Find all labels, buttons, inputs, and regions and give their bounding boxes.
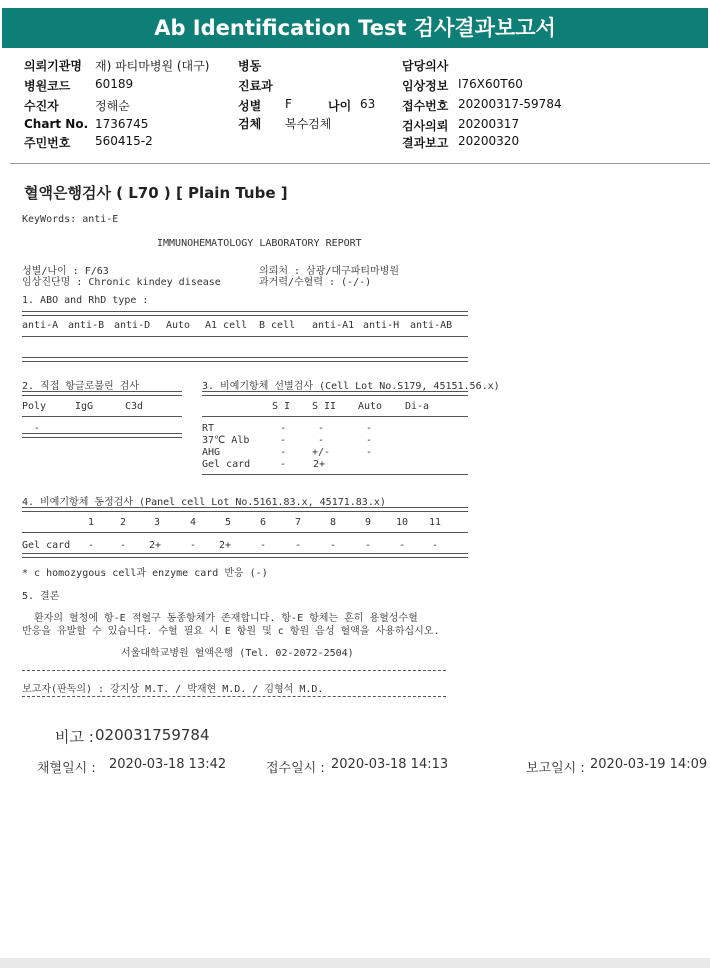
hdr-clinical-label: 임상정보: [402, 79, 449, 93]
hdr-institution-label: 의뢰기관명: [24, 59, 82, 73]
sec4-rule-bottom: [22, 553, 468, 558]
page-title: Ab Identification Test 검사결과보고서: [154, 16, 556, 40]
sec5-title: 5. 결론: [22, 591, 60, 602]
sec3-rt-auto: -: [366, 423, 373, 434]
hospital-line: 서울대학교병원 혈액은행 (Tel. 02-2072-2504): [121, 648, 354, 659]
sec5-line1: 환자의 혈청에 항-E 적혈구 동종항체가 존재합니다. 항-E 항체는 흔히 용혈성수혈: [34, 613, 418, 624]
sec1-col-anti-h: anti-H: [363, 320, 400, 331]
sec3-rt-s1: -: [280, 423, 287, 434]
sec3-col-s1: S I: [272, 401, 291, 412]
sec3-37alb-auto: -: [366, 435, 373, 446]
sec4-col-5: 5: [225, 517, 232, 528]
sec4-col-7: 7: [295, 517, 302, 528]
hdr-resident-value: 560415-2: [95, 134, 153, 148]
sec2-rule-top: [22, 391, 182, 396]
sec3-title: 3. 비예기항체 선별검사 (Cell Lot No.S179, 45151.56.x): [202, 381, 500, 392]
header-divider: [10, 163, 710, 164]
remark-value: 020031759784: [95, 726, 210, 744]
sec1-col-anti-ab: anti-AB: [410, 320, 453, 331]
sec4-note: * c homozygous cell과 enzyme card 반응 (-): [22, 568, 268, 579]
receive-label: 접수일시 :: [266, 761, 325, 776]
sec4-col-6: 6: [260, 517, 267, 528]
sec4-col-4: 4: [190, 517, 197, 528]
hdr-request-value: 20200317: [458, 117, 520, 131]
hdr-hospital-code-label: 병원코드: [24, 79, 71, 93]
sec1-col-anti-b: anti-B: [68, 320, 105, 331]
receive-value: 2020-03-18 14:13: [331, 757, 449, 772]
sec3-37alb-s2: -: [318, 435, 325, 446]
sec2-col-c3d: C3d: [125, 401, 144, 412]
sec2-value: -: [34, 423, 41, 434]
sec3-37alb-s1: -: [280, 435, 287, 446]
hdr-clinical-value: I76X60T60: [458, 77, 523, 91]
sec1-col-b-cell: B cell: [259, 320, 296, 331]
report-label: 보고일시 :: [526, 761, 585, 776]
sec2-col-poly: Poly: [22, 401, 47, 412]
sec3-gel-s2: 2+: [313, 459, 326, 470]
sec4-col-10: 10: [396, 517, 409, 528]
hdr-resident-label: 주민번호: [24, 136, 71, 150]
sec4-val-7: -: [295, 540, 302, 551]
hdr-doctor-label: 담당의사: [402, 59, 449, 73]
sec4-val-4: -: [190, 540, 197, 551]
hdr-patient-value: 정해순: [95, 99, 130, 113]
hdr-institution-value: 재) 파티마병원 (대구): [95, 59, 210, 73]
sec3-rule-top: [202, 391, 468, 396]
hdr-accession-label: 접수번호: [402, 99, 449, 113]
sec1-rule-top: [22, 311, 468, 316]
sec4-col-1: 1: [88, 517, 95, 528]
sec4-col-9: 9: [365, 517, 372, 528]
report-value: 2020-03-19 14:09: [590, 757, 708, 772]
sec4-rule-top: [22, 507, 468, 512]
sec1-col-anti-a: anti-A: [22, 320, 59, 331]
sec3-row-ahg: AHG: [202, 447, 221, 458]
sec2-rule-mid: [22, 416, 182, 417]
hdr-dept-label: 진료과: [238, 79, 273, 93]
sec1-title: 1. ABO and RhD type :: [22, 295, 149, 306]
sec3-ahg-auto: -: [366, 447, 373, 458]
title-bar: [0, 0, 710, 49]
hdr-sex-label: 성별: [238, 99, 262, 113]
sec3-ahg-s1: -: [280, 447, 287, 458]
sex-age: 성별/나이 : F/63: [22, 266, 109, 277]
collect-label: 채혈일시 :: [37, 761, 96, 776]
sec4-val-2: -: [120, 540, 127, 551]
hdr-accession-value: 20200317-59784: [458, 97, 562, 111]
sec4-col-8: 8: [330, 517, 337, 528]
sec4-val-6: -: [260, 540, 267, 551]
sec4-val-1: -: [88, 540, 95, 551]
sec2-rule-bottom: [22, 433, 182, 438]
sec3-rt-s2: -: [318, 423, 325, 434]
sec4-title: 4. 비예기항체 동정검사 (Panel cell Lot No.5161.83.x, 45171.83.x): [22, 497, 386, 508]
sec4-col-3: 3: [154, 517, 161, 528]
remark-label: 비고 :: [55, 728, 94, 746]
sec1-col-anti-a1: anti-A1: [312, 320, 355, 331]
sec1-col-auto: Auto: [166, 320, 191, 331]
collect-value: 2020-03-18 13:42: [109, 757, 227, 772]
sec5-line2: 반응을 유발할 수 있습니다. 수혈 필요 시 E 항원 및 c 항원 음성 혈액을 사용하십시오.: [22, 626, 440, 637]
hdr-chart-value: 1736745: [95, 117, 149, 131]
sec3-rule-bottom: [202, 474, 468, 475]
hdr-ward-label: 병동: [238, 59, 262, 73]
hdr-specimen-label: 검체: [238, 117, 262, 131]
lab-title: IMMUNOHEMATOLOGY LABORATORY REPORT: [157, 238, 362, 249]
hdr-result-value: 20200320: [458, 134, 520, 148]
sec4-val-9: -: [365, 540, 372, 551]
sec4-col-11: 11: [429, 517, 442, 528]
sec3-ahg-s2: +/-: [312, 447, 331, 458]
sig-rule-bottom: [22, 696, 446, 697]
sec3-col-di-a: Di-a: [405, 401, 430, 412]
referrer: 의뢰처 : 삼광/대구파티마병원: [259, 266, 400, 277]
sec4-rule-mid: [22, 532, 468, 533]
sec3-row-rt: RT: [202, 423, 215, 434]
sec4-val-3: 2+: [149, 540, 162, 551]
hdr-patient-label: 수진자: [24, 99, 59, 113]
bottom-bar: [0, 958, 710, 968]
sec1-rule-mid: [22, 336, 468, 337]
diagnosis: 임상진단명 : Chronic kindey disease: [22, 277, 221, 288]
hdr-specimen-value: 복수검체: [285, 117, 332, 131]
sec2-title: 2. 직접 항글로불린 검사: [22, 381, 140, 392]
sec4-val-10: -: [399, 540, 406, 551]
reporters: 보고자(판독의) : 강지상 M.T. / 박재현 M.D. / 김형석 M.D.: [22, 684, 324, 695]
keywords: KeyWords: anti-E: [22, 214, 119, 225]
sec4-val-11: -: [432, 540, 439, 551]
hdr-age-value: 63: [360, 97, 376, 111]
hdr-hospital-code-value: 60189: [95, 77, 134, 91]
sec2-col-igg: IgG: [75, 401, 94, 412]
sec4-val-5: 2+: [219, 540, 232, 551]
sec1-col-a1-cell: A1 cell: [205, 320, 248, 331]
sec3-rule-mid: [202, 416, 468, 417]
sec3-col-s2: S II: [312, 401, 337, 412]
sec4-col-2: 2: [120, 517, 127, 528]
report-heading: 혈액은행검사 ( L70 ) [ Plain Tube ]: [24, 184, 288, 202]
hdr-request-label: 검사의뢰: [402, 119, 449, 133]
sec3-row-gel: Gel card: [202, 459, 251, 470]
hdr-sex-value: F: [285, 97, 292, 111]
history: 과거력/수혈력 : (-/-): [259, 277, 372, 288]
hdr-age-label: 나이: [328, 99, 352, 113]
sec3-gel-s1: -: [280, 459, 287, 470]
sig-rule-top: [22, 670, 446, 671]
hdr-chart-label: Chart No.: [24, 117, 89, 131]
sec1-rule-bottom: [22, 357, 468, 362]
sec3-col-auto: Auto: [358, 401, 383, 412]
hdr-result-label: 결과보고: [402, 136, 449, 150]
sec3-row-37alb: 37℃ Alb: [202, 435, 250, 446]
sec1-col-anti-d: anti-D: [114, 320, 151, 331]
sec4-row-label: Gel card: [22, 540, 71, 551]
sec4-val-8: -: [330, 540, 337, 551]
